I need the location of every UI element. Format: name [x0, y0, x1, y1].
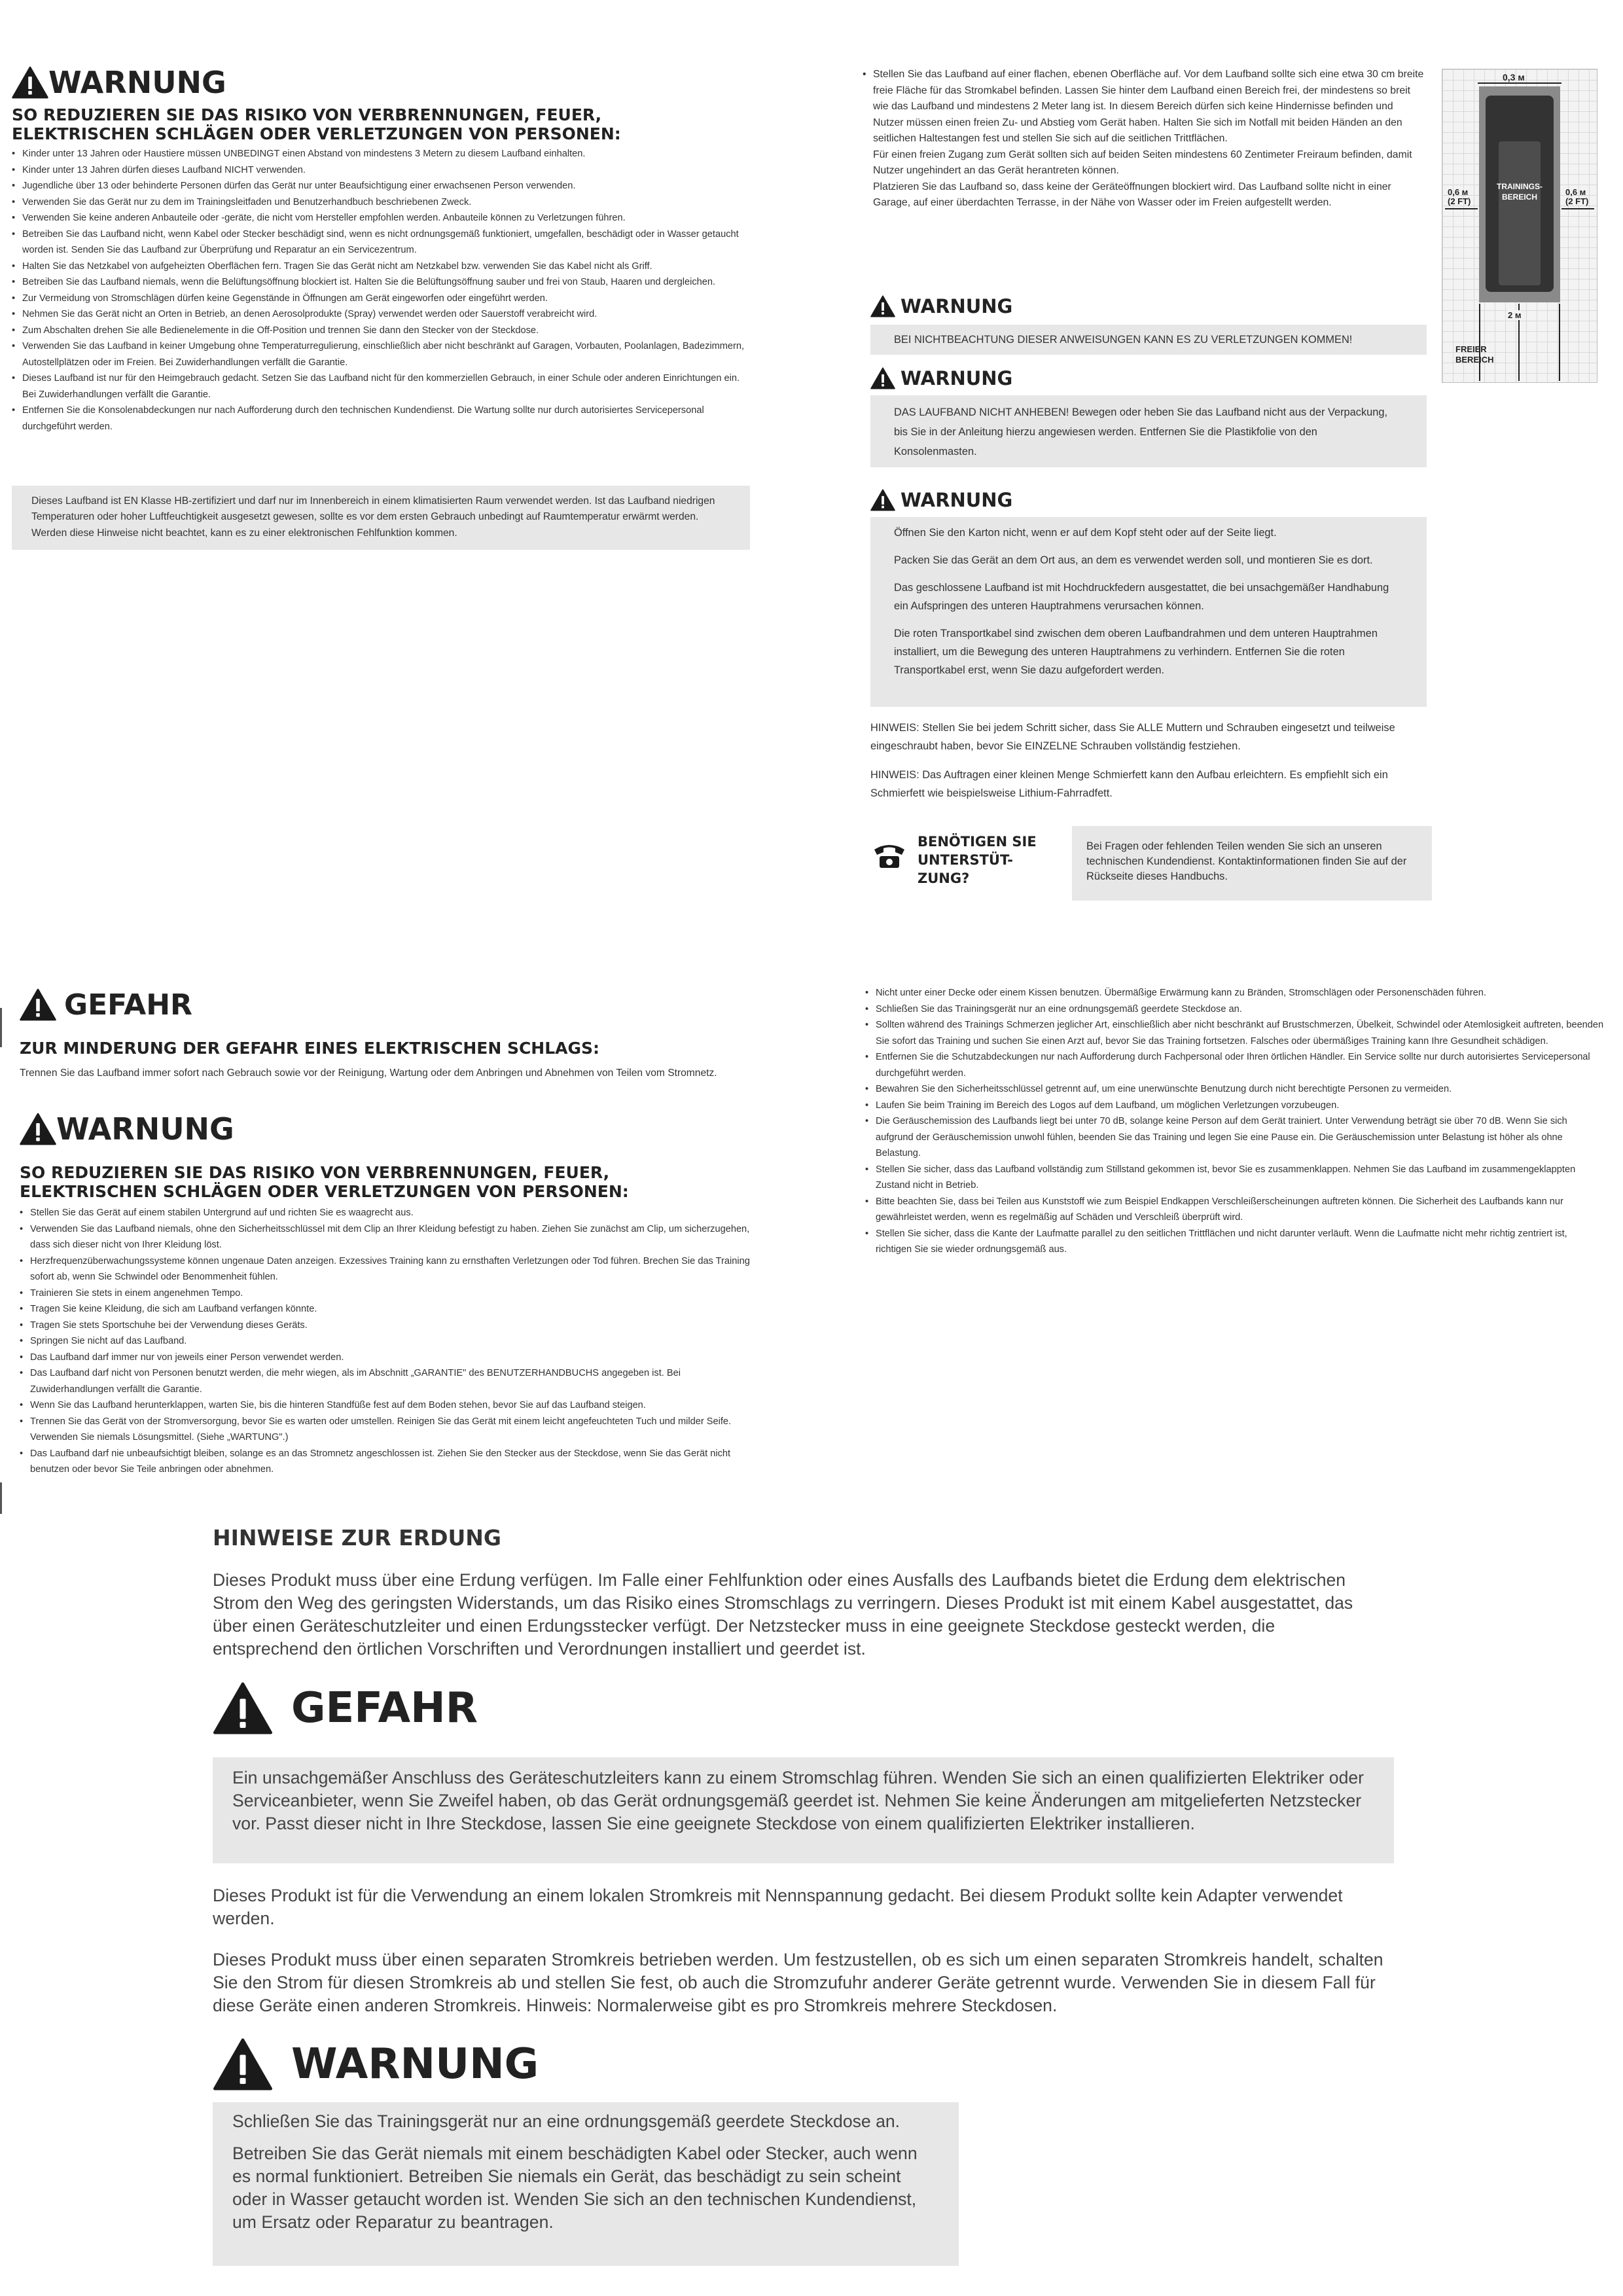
danger-subheading: ZUR MINDERUNG DER GEFAHR EINES ELEKTRISCHEN SCHLAGS: — [20, 1039, 600, 1058]
list-item: • Herzfrequenzüberwachungssysteme können ungenaue Daten anzeigen. Exzessives Training kann zu ernsthaften Verletzungen oder Tod führen. Brechen Sie das Training sofort ab, wenn Sie Schwindel oder Benommenheit fühlen. — [20, 1253, 753, 1285]
list-item: • Kinder unter 13 Jahren dürfen dieses Laufband NICHT verwenden. — [12, 162, 751, 179]
list-item: • Verwenden Sie das Laufband niemals, ohne den Sicherheitsschlüssel mit dem Clip an Ihrer Kleidung befestigt zu haben. Ziehen Sie zunächst am Clip, um sicherzugehen, dass sich dieser nicht von Ihrer Kleidung löst. — [20, 1221, 753, 1253]
right-dimension-line — [1561, 208, 1594, 209]
list-item: • Schließen Sie das Trainingsgerät nur an eine ordnungsgemäß geerdete Steckdose an. — [865, 1001, 1605, 1018]
list-item: • Sollten während des Trainings Schmerzen jeglicher Art, einschließlich aber nicht beschränkt auf Brustschmerzen, Übelkeit, Schwindel oder Atemlosigkeit auftreten, beenden Sie sofort das Training und suchen Sie einen Arzt auf, bevor Sie das Training fortsetzen. Falsches oder übermäßiges Training kann Ihre Gesundheit schädigen. — [865, 1017, 1605, 1049]
list-item: • Springen Sie nicht auf das Laufband. — [20, 1333, 753, 1350]
section-danger — [20, 985, 753, 1082]
list-item: • Bitte beachten Sie, dass bei Teilen aus Kunststoff wie zum Beispiel Endkappen Verschleißerscheinungen auftreten können. Die Sicherheit des Laufbands kann nur gewährleistet werden, wenn es regelmäßig auf Schäden und Verschleiß überprüft wird. — [865, 1194, 1605, 1226]
warning-heading — [870, 487, 1012, 513]
safety-list — [865, 985, 1605, 1258]
list-item: • Entfernen Sie die Schutzabdeckungen nur nach Aufforderung durch Fachpersonal oder Ihren örtlichen Händler. Ein Service sollte nur durch autorisiertes Servicepersonal durchgeführt werden. — [865, 1049, 1605, 1081]
left-dimension-label-2: (2 FT) — [1448, 196, 1471, 206]
danger-heading — [20, 985, 753, 1024]
support-title-line: ZUNG? — [918, 870, 970, 886]
clearance-diagram — [1442, 69, 1597, 383]
warning-text: DAS LAUFBAND NICHT ANHEBEN! Bewegen oder heben Sie das Laufband nicht aus der Verpackung, bis Sie in der Anleitung hierzu angewiesen werden. Entfernen Sie die Plastikfolie von den Konsolenmasten. — [894, 406, 1388, 457]
danger-title: GEFAHR — [64, 988, 192, 1022]
warning-title: WARNUNG — [901, 489, 1013, 511]
list-item: • Trennen Sie das Gerät von der Stromversorgung, bevor Sie es warten oder umstellen. Reinigen Sie das Gerät mit einem leicht angefeuchteten Tuch und milder Seife. Verwenden Sie niemals Lösungsmittel. (Siehe „WARTUNG".) — [20, 1414, 753, 1446]
list-item: • Wenn Sie das Laufband herunterklappen, warten Sie, bis die hinteren Standfüße fest auf dem Boden stehen, bevor Sie auf das Laufband steigen. — [20, 1397, 753, 1414]
warning-paragraph: Betreiben Sie das Gerät niemals mit einem beschädigten Kabel oder Stecker, auch wenn es normal funktioniert. Betreiben Sie niemals ein Gerät, das beschädigt zu sein scheint oder in Wasser getaucht worden ist. Wenden Sie sich an den technischen Kundendienst, um Ersatz oder Reparatur zu beantragen. — [232, 2144, 918, 2232]
left-margin-bar — [0, 1008, 2, 1047]
left-dimension-line — [1445, 208, 1478, 209]
phone-icon — [872, 840, 907, 869]
warning-title: WARNUNG — [901, 367, 1013, 389]
list-item: • Zur Vermeidung von Stromschlägen dürfen keine Gegenstände in Öffnungen am Gerät eingeworfen oder eingeführt werden. — [12, 291, 751, 307]
list-item: • Zum Abschalten drehen Sie alle Bedienelemente in die Off-Position und trennen Sie dann den Stecker von der Steckdose. — [12, 323, 751, 339]
warning-list — [12, 146, 751, 435]
warning-subheading: SO REDUZIEREN SIE DAS RISIKO VON VERBRENNUNGEN, FEUER, ELEKTRISCHEN SCHLÄGEN ODER VERLETZUNGEN VON PERSONEN: — [20, 1163, 629, 1201]
training-area-label-2: BEREICH — [1501, 192, 1537, 202]
danger-box — [213, 1757, 1394, 1863]
placement-text-2: Für einen freien Zugang zum Gerät sollten sich auf beiden Seiten mindestens 60 Zentimeter Freiraum befinden, damit Nutzer ungehindert an das Gerät herantreten können. — [873, 149, 1412, 176]
warning-paragraph: Packen Sie das Gerät an dem Ort aus, an dem es verwendet werden soll, und montieren Sie es dort. — [894, 554, 1373, 566]
list-item: • Stellen Sie sicher, dass das Laufband vollständig zum Stillstand gekommen ist, bevor Sie es zusammenklappen. Nehmen Sie das Laufband im zusammengeklappten Zustand nicht in Betrieb. — [865, 1162, 1605, 1194]
warning-icon — [12, 66, 48, 99]
list-item: • Stellen Sie sicher, dass die Kante der Laufmatte parallel zu den seitlichen Trittflächen und nicht darunter verläuft. Wenn die Laufmatte nicht mehr richtig zentriert ist, richtigen Sie sie wieder ordnungsgemäß aus. — [865, 1226, 1605, 1258]
section-grounding — [213, 1525, 1404, 2266]
grounding-intro: Dieses Produkt muss über eine Erdung verfügen. Im Falle einer Fehlfunktion oder eines Ausfalls des Laufbands bietet die Erdung dem elektrischen Strom den Weg des geringsten Widerstands, um das Risiko eines Stromschlags zu verringern. Dieses Produkt ist mit einem Kabel ausgestattet, das über einen Geräteschutzleiter und einen Erdungsstecker verfügt. Der Netzstecker muss in eine geeignete Steckdose gesteckt werden, die entsprechend den örtlichen Vorschriften und Verordnungen installiert und geerdet ist. — [213, 1570, 1353, 1659]
warning-title: WARNUNG — [56, 1111, 234, 1147]
warning-subheading: SO REDUZIEREN SIE DAS RISIKO VON VERBRENNUNGEN, FEUER, ELEKTRISCHEN SCHLÄGEN ODER VERLETZUNGEN VON PERSONEN: — [12, 105, 621, 143]
list-item: • Nicht unter einer Decke oder einem Kissen benutzen. Übermäßige Erwärmung kann zu Bränden, Stromschlägen oder Personenschäden führen. — [865, 985, 1605, 1001]
warning-icon — [213, 2038, 273, 2090]
warning-title: WARNUNG — [291, 2040, 539, 2089]
warning-title: WARNUNG — [48, 65, 226, 100]
danger-icon — [20, 988, 56, 1021]
support-text: Bei Fragen oder fehlenden Teilen wenden Sie sich an unseren technischen Kundendienst. Kontaktinformationen finden Sie auf der Rückseite dieses Handbuchs. — [1086, 840, 1407, 882]
warning-heading — [20, 1109, 759, 1149]
list-item: • Nehmen Sie das Gerät nicht an Orten in Betrieb, an denen Aerosolprodukte (Spray) verwendet werden oder Sauerstoff verabreicht wird. — [12, 306, 751, 323]
list-item: • Tragen Sie stets Sportschuhe bei der Verwendung dieses Geräts. — [20, 1318, 753, 1334]
danger-text: Ein unsachgemäßer Anschluss des Geräteschutzleiters kann zu einem Stromschlag führen. Wenden Sie sich an einen qualifizierten Elektriker oder Serviceanbieter, wenn Sie Zweifel haben, ob das Gerät ordnungsgemäß geerdet ist. Nehmen Sie keine Änderungen am mitgelieferten Netzstecker vor. Passt dieser nicht in Ihre Steckdose, lassen Sie eine geeignete Steckdose von einem qualifizierten Elektriker installieren. — [232, 1768, 1364, 1833]
warning-heading — [213, 2036, 1404, 2093]
support-block — [870, 826, 1433, 905]
list-item: • Stellen Sie das Gerät auf einem stabilen Untergrund auf und richten Sie es waagrecht aus. — [20, 1205, 753, 1221]
note-box — [12, 486, 750, 550]
hint-text: HINWEIS: Das Auftragen einer kleinen Menge Schmierfett kann den Aufbau erleichtern. Es empfiehlt sich ein Schmierfett wie beispielsweise Lithium-Fahrradfett. — [870, 769, 1388, 799]
list-item: • Verwenden Sie das Gerät nur zu dem im Trainingsleitfaden und Benutzerhandbuch beschriebenen Zweck. — [12, 194, 751, 211]
list-item: • Bewahren Sie den Sicherheitsschlüssel getrennt auf, um eine unerwünschte Benutzung durch nicht berechtigte Personen zu vermeiden. — [865, 1081, 1605, 1098]
warning-icon — [870, 295, 895, 317]
danger-text: Trennen Sie das Laufband immer sofort nach Gebrauch sowie vor der Reinigung, Wartung oder dem Anbringen und Abnehmen von Teilen vom Stromnetz. — [20, 1067, 717, 1079]
support-title — [918, 833, 1037, 888]
warning-paragraph: Die roten Transportkabel sind zwischen dem oberen Laufbandrahmen und dem unteren Hauptrahmen installiert, um die Bewegung des unteren Hauptrahmens zu verhindern. Entfernen Sie die roten Transportkabel erst, wenn Sie dazu aufgefordert werden. — [894, 628, 1378, 676]
list-item: • Jugendliche über 13 oder behinderte Personen dürfen das Gerät nur unter Beaufsichtigung einer erwachsenen Person verwenden. — [12, 178, 751, 194]
warning-paragraph: Das geschlossene Laufband ist mit Hochdruckfedern ausgestattet, die bei unsachgemäßer Handhabung ein Aufspringen des unteren Hauptrahmens verursachen können. — [894, 582, 1389, 612]
warning-icon — [870, 367, 895, 389]
warning-box — [213, 2102, 959, 2266]
list-item: • Betreiben Sie das Laufband nicht, wenn Kabel oder Stecker beschädigt sind, wenn es nicht ordnungsgemäß funktioniert, umgefallen, beschädigt oder in Wasser getaucht worden ist. Senden Sie das Laufband zur Überprüfung und Reparatur an ein Servicezentrum. — [12, 226, 751, 259]
treadmill-belt — [1499, 141, 1541, 285]
list-item: • Die Geräuschemission des Laufbands liegt bei unter 70 dB, solange keine Person auf dem Gerät trainiert. Unter Verwendung beträgt sie über 70 dB. Wenn Sie sich aufgrund der Geräuschemission unwohl fühlen, beenden Sie das Training und legen Sie eine Pause ein. Die Geräuschemission unter Belastung ist höher als ohne Belastung. — [865, 1113, 1605, 1162]
list-item: • Tragen Sie keine Kleidung, die sich am Laufband verfangen könnte. — [20, 1301, 753, 1318]
list-item: • Halten Sie das Netzkabel von aufgeheizten Oberflächen fern. Tragen Sie das Gerät nicht am Netzkabel bzw. verwenden Sie das Kabel nicht als Griff. — [12, 259, 751, 275]
hint-text: HINWEIS: Stellen Sie bei jedem Schritt sicher, dass Sie ALLE Muttern und Schrauben eingesetzt und teilweise eingeschraubt haben, bevor Sie EINZELNE Schrauben vollständig festziehen. — [870, 722, 1395, 752]
grounding-paragraph: Dieses Produkt muss über einen separaten Stromkreis betrieben werden. Um festzustellen, ob es sich um einen separaten Stromkreis handelt, schalten Sie den Strom für diesen Stromkreis ab und stellen Sie fest, ob auch die Stromzufuhr anderer Geräte getrennt wurde. Verwenden Sie in diesem Fall für diese Geräte einen anderen Stromkreis. Hinweis: Normalerweise gibt es pro Stromkreis mehrere Steckdosen. — [213, 1950, 1383, 2015]
note-text: Dieses Laufband ist EN Klasse HB-zertifiziert und darf nur im Innenbereich in einem klimatisierten Raum verwendet werden. Ist das Laufband niedrigen Temperaturen oder hoher Luftfeuchtigkeit ausgesetzt gewesen, sollte es vor dem ersten Gebrauch unbedingt auf Raumtemperatur erwärmt werden. Werden diese Hinweise nicht beachtet, kann es zu einer elektronischen Fehlfunktion kommen. — [31, 495, 715, 539]
grounding-paragraph: Dieses Produkt ist für die Verwendung an einem lokalen Stromkreis mit Nennspannung gedacht. Bei diesem Produkt sollte kein Adapter verwendet werden. — [213, 1886, 1343, 1928]
list-item: • Kinder unter 13 Jahren oder Haustiere müssen UNBEDINGT einen Abstand von mindestens 3 Metern zu diesem Laufband einhalten. — [12, 146, 751, 162]
list-item: • Das Laufband darf nie unbeaufsichtigt bleiben, solange es an das Stromnetz angeschlossen ist. Ziehen Sie den Stecker aus der Steckdose, wenn Sie das Gerät nicht benutzen oder bevor Sie Teile anbringen oder abnehmen. — [20, 1446, 753, 1478]
left-margin-bar-2 — [0, 1482, 2, 1514]
placement-text-3: Platzieren Sie das Laufband so, dass keine der Geräteöffnungen blockiert wird. Das Laufband sollte nicht in einer Garage, auf einer überdachten Terrasse, in der Nähe von Wasser oder im Freien aufgestellt werden. — [873, 181, 1391, 208]
free-area-line-right — [1559, 304, 1560, 381]
list-item: • Verwenden Sie keine anderen Anbauteile oder -geräte, die nicht vom Hersteller empfohlen werden. Anbauteile können zu Verletzungen führen. — [12, 210, 751, 226]
danger-icon — [213, 1682, 273, 1734]
danger-heading — [213, 1679, 1404, 1738]
training-area-label-1: TRAININGS- — [1497, 182, 1543, 191]
placement-list — [863, 67, 1425, 211]
right-dimension-label-2: (2 FT) — [1565, 196, 1589, 206]
top-dimension-label: 0,3 м — [1503, 72, 1525, 82]
warning-list — [20, 1205, 753, 1478]
warning-box — [870, 395, 1427, 467]
top-dimension-line — [1478, 82, 1561, 84]
free-area-length-label: 2 м — [1508, 310, 1522, 320]
list-item: • Dieses Laufband ist nur für den Heimgebrauch gedacht. Setzen Sie das Laufband nicht für den kommerziellen Gebrauch, in einer Schule oder anderen Einrichtungen ein. Bei Zuwiderhandlungen verfällt die Garantie. — [12, 370, 751, 403]
list-item: • Das Laufband darf nicht von Personen benutzt werden, die mehr wiegen, als im Abschnitt „GARANTIE" des BENUTZERHANDBUCHS angegeben ist. Bei Zuwiderhandlungen verfällt die Garantie. — [20, 1365, 753, 1397]
list-item: • Betreiben Sie das Laufband niemals, wenn die Belüftungsöffnung blockiert ist. Halten Sie die Belüftungsöffnung sauber und frei von Staub, Haaren und dergleichen. — [12, 274, 751, 291]
placement-text: Stellen Sie das Laufband auf einer flachen, ebenen Oberfläche auf. Vor dem Laufband sollte sich eine etwa 30 cm breite freie Fläche für das Stromkabel befinden. Lassen Sie hinter dem Laufband einen Bereich frei, der mindestens so breit wie das Laufband und mindestens 2 Meter lang ist. In diesem Bereich dürfen sich keine Hindernisse befinden und Nutzer müssen einen freien Zu- und Abstieg vom Gerät haben. Halten Sie sich im Notfall mit beiden Händen an den seitlichen Haltestangen fest und stellen Sie sich auf die seitlichen Trittflächen. — [873, 69, 1424, 144]
warning-box — [870, 325, 1427, 355]
placement-item — [863, 67, 1425, 211]
section-warning-2 — [20, 1109, 759, 1478]
list-item: • Entfernen Sie die Konsolenabdeckungen nur nach Aufforderung durch den technischen Kundendienst. Die Wartung sollte nur durch autorisiertes Servicepersonal durchgeführt werden. — [12, 403, 751, 435]
danger-title: GEFAHR — [291, 1684, 478, 1732]
warning-text: BEI NICHTBEACHTUNG DIESER ANWEISUNGEN KANN ES ZU VERLETZUNGEN KOMMEN! — [894, 334, 1353, 346]
warning-paragraph: Schließen Sie das Trainingsgerät nur an eine ordnungsgemäß geerdete Steckdose an. — [232, 2111, 901, 2131]
warning-title: WARNUNG — [901, 295, 1013, 317]
support-box — [1072, 826, 1432, 901]
support-title-line: UNTERSTÜT- — [918, 852, 1013, 868]
grounding-title: HINWEISE ZUR ERDUNG — [213, 1525, 502, 1551]
warning-heading — [870, 365, 1012, 391]
warning-heading — [870, 293, 1012, 319]
free-area-label-2: BEREICH — [1455, 355, 1494, 365]
list-item: • Das Laufband darf immer nur von jeweils einer Person verwendet werden. — [20, 1350, 753, 1366]
list-item: • Verwenden Sie das Laufband in keiner Umgebung ohne Temperaturregulierung, einschließlich aber nicht beschränkt auf Garagen, Vorbauten, Poolanlagen, Badezimmern, Autostellplätzen oder im Freien. Bei Zuwiderhandlungen verfällt die Garantie. — [12, 338, 751, 370]
list-item: • Laufen Sie beim Training im Bereich des Logos auf dem Laufband, um möglichen Verletzungen vorzubeugen. — [865, 1098, 1605, 1114]
warning-icon — [20, 1113, 56, 1145]
warning-box — [870, 517, 1427, 707]
warning-paragraph: Öffnen Sie den Karton nicht, wenn er auf dem Kopf steht oder auf der Seite liegt. — [894, 527, 1277, 539]
warning-icon — [870, 489, 895, 511]
left-dimension-label-1: 0,6 м — [1448, 187, 1469, 197]
list-item: • Trainieren Sie stets in einem angenehmen Tempo. — [20, 1285, 753, 1302]
right-dimension-label-1: 0,6 м — [1565, 187, 1586, 197]
support-title-line: BENÖTIGEN SIE — [918, 834, 1037, 850]
section-safety-warnings — [12, 62, 751, 435]
warning-heading — [12, 62, 751, 103]
free-area-line-left — [1479, 304, 1480, 381]
free-area-label-1: FREIER — [1455, 344, 1487, 354]
